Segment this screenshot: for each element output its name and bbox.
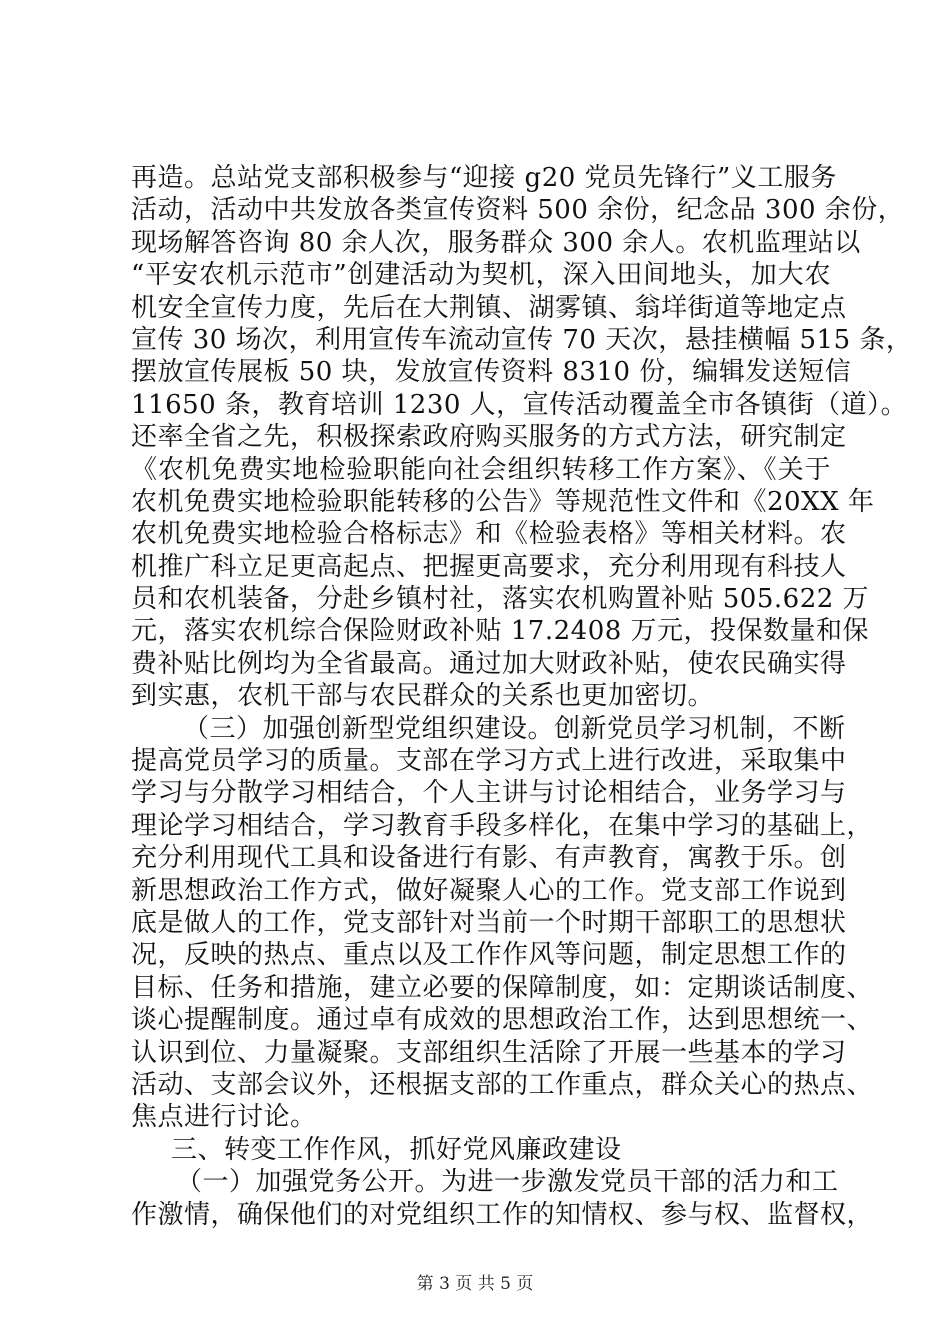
text-line: 焦点进行讨论。 <box>131 1102 317 1133</box>
page-number-footer: 第 3 页 共 5 页 <box>416 1274 534 1294</box>
text-line: 农机免费实地检验合格标志》和《检验表格》等相关材料。农 <box>131 519 847 550</box>
text-line: 活动，活动中共发放各类宣传资料 500 余份，纪念品 300 余份， <box>131 195 905 226</box>
text-line: 员和农机装备，分赴乡镇村社，落实农机购置补贴 505.622 万 <box>131 584 870 615</box>
text-line: 费补贴比例均为全省最高。通过加大财政补贴，使农民确实得 <box>131 648 847 679</box>
text-line: 还率全省之先，积极探索政府购买服务的方式方法，研究制定 <box>131 422 847 453</box>
text-line: 新思想政治工作方式，做好凝聚人心的工作。党支部工作说到 <box>131 875 847 906</box>
text-line: 元，落实农机综合保险财政补贴 17.2408 万元，投保数量和保 <box>131 616 870 647</box>
text-line: 现场解答咨询 80 余人次，服务群众 300 余人。农机监理站以 <box>131 227 861 258</box>
text-line: 理论学习相结合，学习教育手段多样化，在集中学习的基础上， <box>131 810 874 841</box>
text-line: 机安全宣传力度，先后在大荆镇、湖雾镇、翁垟街道等地定点 <box>131 292 847 323</box>
text-line: 提高党员学习的质量。支部在学习方式上进行改进，采取集中 <box>131 746 847 777</box>
text-line: 《农机免费实地检验职能向社会组织转移工作方案》、《关于 <box>131 454 831 485</box>
text-line: 况，反映的热点、重点以及工作作风等问题，制定思想工作的 <box>131 940 847 971</box>
text-line: 学习与分散学习相结合，个人主讲与讨论相结合，业务学习与 <box>131 778 847 809</box>
text-line: 作激情，确保他们的对党组织工作的知情权、参与权、监督权， <box>131 1199 874 1230</box>
text-line: 宣传 30 场次，利用宣传车流动宣传 70 天次，悬挂横幅 515 条， <box>131 324 913 355</box>
text-line: 认识到位、力量凝聚。支部组织生活除了开展一些基本的学习 <box>131 1037 847 1068</box>
text-line: 到实惠，农机干部与农民群众的关系也更加密切。 <box>131 681 715 712</box>
text-line: 底是做人的工作，党支部针对当前一个时期干部职工的思想状 <box>131 907 847 938</box>
paragraph-start-line: （三）加强创新型党组织建设。创新党员学习机制，不断 <box>183 713 846 744</box>
document-body <box>131 162 913 1231</box>
text-line: “平安农机示范市”创建活动为契机，深入田间地头，加大农 <box>131 260 831 291</box>
paragraph-start-line: （一）加强党务公开。为进一步激发党员干部的活力和工 <box>176 1167 839 1198</box>
text-line: 摆放宣传展板 50 块，发放宣传资料 8310 份，编辑发送短信 <box>131 357 852 388</box>
section-heading: 三、转变工作作风，抓好党风廉政建设 <box>171 1134 622 1165</box>
text-line: 谈心提醒制度。通过卓有成效的思想政治工作，达到思想统一、 <box>131 1005 874 1036</box>
text-line: 再造。总站党支部积极参与“迎接 g20 党员先锋行”义工服务 <box>131 163 837 193</box>
text-line: 机推广科立足更高起点、把握更高要求，充分利用现有科技人 <box>131 551 847 582</box>
text-line: 活动、支部会议外，还根据支部的工作重点，群众关心的热点、 <box>131 1069 874 1100</box>
text-line: 11650 条，教育培训 1230 人，宣传活动覆盖全市各镇街（道）。 <box>131 389 908 420</box>
text-line: 农机免费实地检验职能转移的公告》等规范性文件和《20XX 年 <box>131 486 875 517</box>
text-line: 目标、任务和措施，建立必要的保障制度，如：定期谈话制度、 <box>131 972 874 1003</box>
text-line: 充分利用现代工具和设备进行有影、有声教育，寓教于乐。创 <box>131 843 847 874</box>
